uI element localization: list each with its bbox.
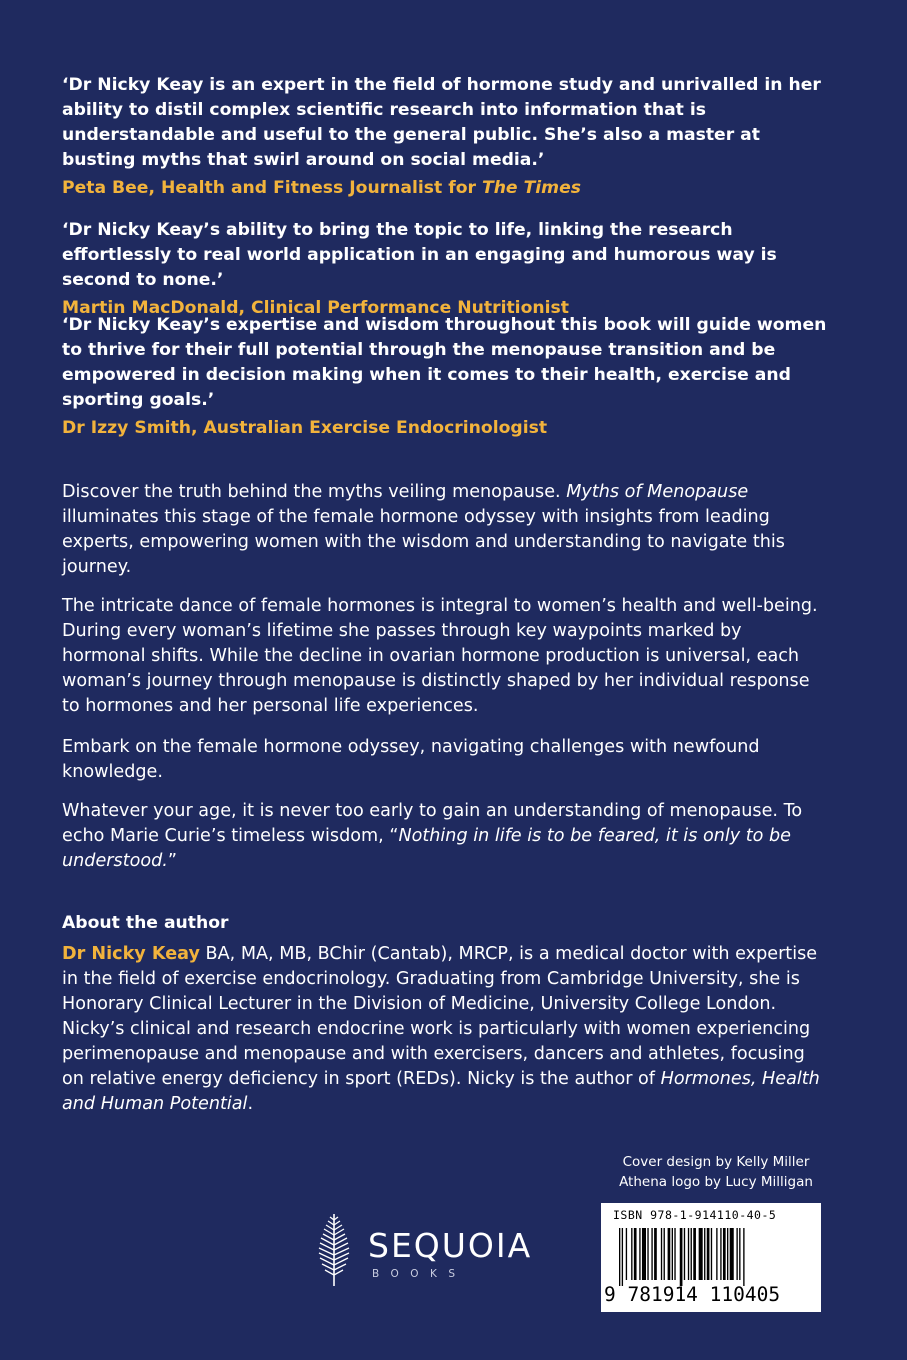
isbn-barcode — [601, 1203, 821, 1312]
cover-design-credit: Cover design by Kelly Miller — [622, 1154, 810, 1170]
endorsement-attribution: Peta Bee, Health and Fitness Journalist for The Times — [62, 178, 581, 198]
barcode-bar — [647, 1228, 648, 1280]
endorsement-2 — [62, 218, 827, 321]
blurb-paragraph-3: Embark on the female hormone odyssey, navigating challenges with newfound knowledge. — [62, 737, 760, 782]
barcode-bar — [743, 1228, 744, 1286]
barcode-bars — [619, 1228, 803, 1286]
barcode-bar — [723, 1228, 726, 1280]
barcode-bar — [727, 1228, 728, 1280]
publisher-sub: BOOKS — [372, 1268, 467, 1280]
endorsement-quote: ‘Dr Nicky Keay’s ability to bring the topic to life, linking the research effortlessly to real world application in an engaging and humorous way is second to none.’ — [62, 220, 777, 290]
about-author — [62, 911, 827, 1117]
barcode-bar — [704, 1228, 705, 1280]
barcode-bar — [654, 1228, 657, 1280]
barcode-bar — [730, 1228, 734, 1280]
author-bio: Dr Nicky Keay BA, MA, MB, BChir (Cantab), MRCP, is a medical doctor with expertise in the field of exercise endocrinology. Graduating from Cambridge University, she is Honorary Clinical Lecturer in the Division of Medicine, University College London. Nicky’s clinical and research endocrine work is particularly with women experiencing perimenopause and menopause and with exercisers, dancers and athletes, focusing on relative energy deficiency in sport (REDs). Nicky is the author of Hormones, Health and Human Potential. — [62, 944, 820, 1114]
barcode-bar — [707, 1228, 710, 1280]
credits — [600, 1152, 832, 1192]
barcode-bar — [674, 1228, 675, 1280]
endorsement-quote: ‘Dr Nicky Keay is an expert in the field of hormone study and unrivalled in her ability to distil complex scientific research into information that is understandable and useful to the general public. She’s also a master at busting myths that swirl around on social media.’ — [62, 75, 821, 170]
about-heading: About the author — [62, 913, 229, 933]
logo-design-credit: Athena logo by Lucy Milligan — [619, 1174, 813, 1190]
sequoia-tree-icon — [316, 1212, 352, 1288]
publisher-name: SEQUOIA — [368, 1226, 533, 1265]
barcode-bar — [684, 1228, 685, 1280]
endorsement-attribution: Dr Izzy Smith, Australian Exercise Endocrinologist — [62, 418, 548, 438]
isbn-label: ISBN 978-1-914110-40-5 — [613, 1208, 777, 1222]
barcode-bar — [711, 1228, 712, 1280]
blurb-paragraph-1: Discover the truth behind the myths veiling menopause. Myths of Menopause illuminates this stage of the female hormone odyssey with insights from leading experts, empowering women with the wisdom and understanding to navigate this journey. — [62, 482, 785, 577]
barcode-bar — [619, 1228, 620, 1286]
barcode-bar — [626, 1228, 627, 1280]
isbn-digits: 9 781914 110405 — [604, 1283, 781, 1306]
barcode-bar — [642, 1228, 646, 1280]
barcode-bar — [736, 1228, 737, 1280]
publisher-logo — [316, 1212, 546, 1288]
barcode-bar — [739, 1228, 740, 1280]
barcode-bar — [699, 1228, 703, 1280]
barcode-bar — [693, 1228, 696, 1280]
barcode-bar — [668, 1228, 671, 1280]
barcode-bar — [716, 1228, 717, 1280]
barcode-bar — [720, 1228, 721, 1280]
barcode-bar — [661, 1228, 662, 1280]
endorsement-3 — [62, 313, 827, 441]
barcode-bar — [634, 1228, 637, 1280]
barcode-bar — [651, 1228, 652, 1280]
endorsement-1 — [62, 73, 827, 201]
barcode-bar — [622, 1228, 623, 1286]
barcode-bar — [639, 1228, 640, 1280]
author-name: Dr Nicky Keay — [62, 944, 200, 964]
blurb-paragraph-4: Whatever your age, it is never too early to gain an understanding of menopause. To echo Marie Curie’s timeless wisdom, “Nothing in life is to be feared, it is only to be understood.” — [62, 801, 803, 871]
barcode-bar — [680, 1228, 683, 1286]
endorsement-quote: ‘Dr Nicky Keay’s expertise and wisdom throughout this book will guide women to thrive for their full potential through the menopause transition and be empowered in decision making when it comes to their health, exercise and sporting goals.’ — [62, 315, 827, 410]
barcode-bar — [688, 1228, 689, 1280]
barcode-bar — [691, 1228, 692, 1280]
barcode-bar — [672, 1228, 673, 1280]
barcode-bar — [631, 1228, 632, 1280]
barcode-bar — [664, 1228, 665, 1280]
blurb-paragraph-2: The intricate dance of female hormones is integral to women’s health and well-being. During every woman’s lifetime she passes through key waypoints marked by hormonal shifts. While the decline in ovarian hormone production is universal, each woman’s journey through menopause is distinctly shaped by her individual response to hormones and her personal life experiences. — [62, 596, 818, 716]
endorsement-attribution: Martin MacDonald, Clinical Performance Nutritionist — [62, 298, 569, 318]
